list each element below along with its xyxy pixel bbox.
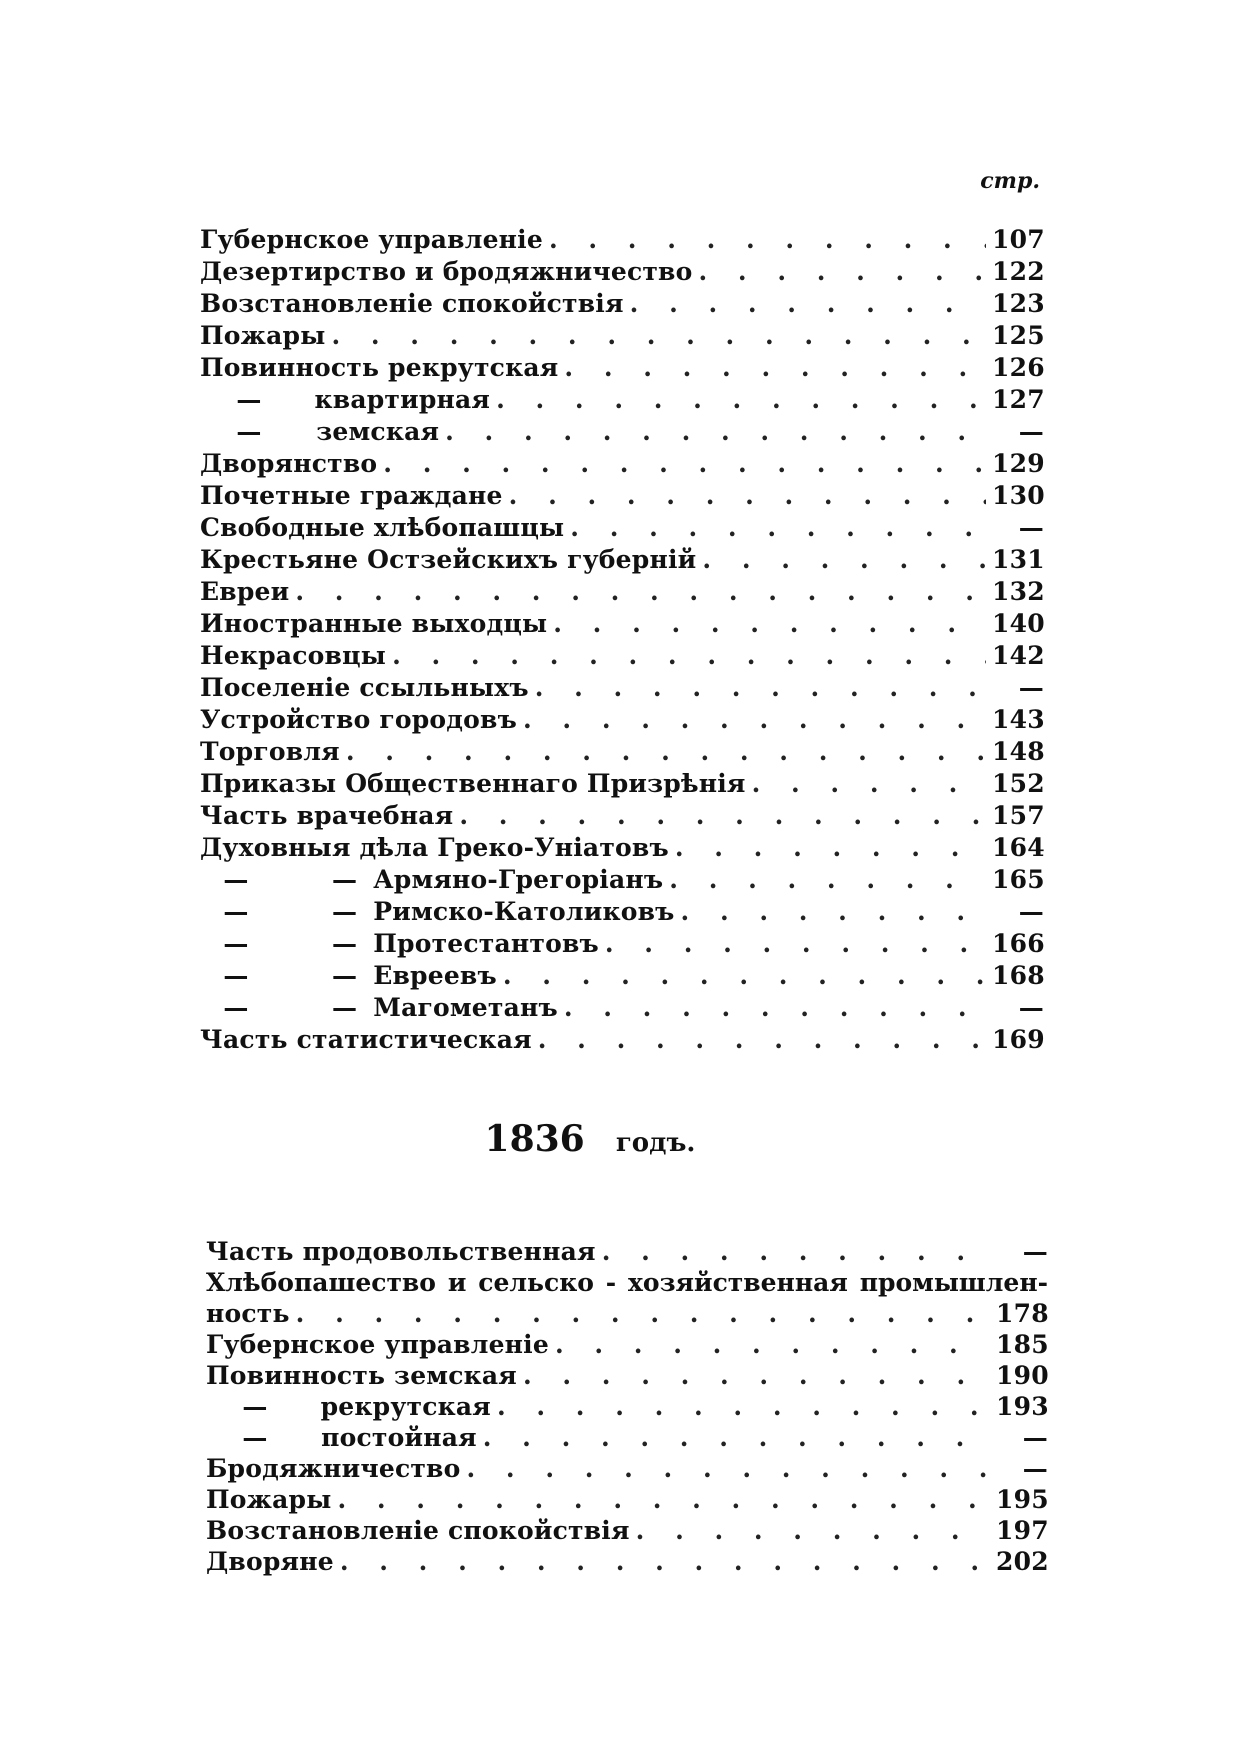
- toc-entry-title: постойная: [321, 1423, 477, 1452]
- toc-entry: [206, 1484, 1048, 1515]
- toc-entry-page: 190: [996, 1361, 1049, 1390]
- table-of-contents-1836: [206, 1236, 1048, 1577]
- dot-leader: [702, 544, 986, 576]
- toc-entry-title: Магометанъ: [373, 993, 558, 1022]
- table-of-contents-1835: [200, 224, 1044, 1056]
- dot-leader: [523, 704, 986, 736]
- toc-entry-title-line1: Хлѣбопашество и сельско - хозяйственная промышлен-: [206, 1268, 1048, 1297]
- toc-entry-title: Губернское управленіе: [206, 1330, 549, 1359]
- toc-entry-page: 157: [992, 801, 1045, 830]
- toc-entry-page: 129: [992, 449, 1045, 478]
- toc-entry: [200, 896, 1044, 928]
- dot-leader: [445, 416, 986, 448]
- toc-entry-title: Возстановленіе спокойствія: [206, 1516, 630, 1545]
- toc-entry-page: 202: [996, 1547, 1049, 1576]
- toc-entry: [206, 1453, 1048, 1484]
- toc-entry-page: 131: [992, 545, 1045, 574]
- dot-leader: [459, 800, 986, 832]
- toc-entry-page: 169: [992, 1025, 1045, 1054]
- toc-entry: [200, 864, 1044, 896]
- toc-entry: [206, 1329, 1048, 1360]
- toc-entry: [200, 416, 1044, 448]
- toc-entry-page: 140: [992, 609, 1045, 638]
- dot-leader: [669, 864, 986, 896]
- toc-entry-title: Губернское управленіе: [200, 225, 543, 254]
- toc-entry-page: 148: [992, 737, 1045, 766]
- toc-entry-wrapped: [206, 1267, 1048, 1329]
- toc-entry: [200, 512, 1044, 544]
- toc-entry-title: Повинность земская: [206, 1361, 517, 1390]
- ditto-dash: —: [236, 417, 262, 446]
- dot-leader: [564, 992, 986, 1024]
- toc-entry: [200, 1024, 1044, 1056]
- toc-entry-page: 152: [992, 769, 1045, 798]
- toc-entry: [206, 1236, 1048, 1267]
- dot-leader: [636, 1515, 990, 1546]
- toc-entry: [206, 1422, 1048, 1453]
- toc-entry-title: Армяно-Грегоріанъ: [373, 865, 664, 894]
- toc-entry-title: Приказы Общественнаго Призрѣнія: [200, 769, 746, 798]
- toc-entry: [200, 544, 1044, 576]
- dot-leader: [699, 256, 986, 288]
- toc-entry: [200, 672, 1044, 704]
- toc-entry-page: 143: [992, 705, 1045, 734]
- toc-entry-page: 165: [992, 865, 1045, 894]
- dot-leader: [346, 736, 986, 768]
- toc-entry-title: Возстановленіе спокойствія: [200, 289, 624, 318]
- dot-leader: [503, 960, 986, 992]
- toc-entry-title: Часть продовольственная: [206, 1237, 596, 1266]
- toc-entry-title: Евреи: [200, 577, 290, 606]
- toc-entry: [200, 576, 1044, 608]
- dot-leader: [497, 1391, 990, 1422]
- toc-entry-title: Евреевъ: [373, 961, 497, 990]
- toc-entry-page: 142: [992, 641, 1045, 670]
- toc-entry-page: 168: [992, 961, 1045, 990]
- toc-entry-title-line2: ность: [206, 1299, 290, 1328]
- toc-entry: [200, 608, 1044, 640]
- toc-entry-page: 127: [992, 385, 1045, 414]
- toc-entry-page: 126: [992, 353, 1045, 382]
- toc-entry-title: Бродяжничество: [206, 1454, 461, 1483]
- dot-leader: [509, 480, 986, 512]
- toc-entry: [200, 320, 1044, 352]
- dot-leader: [523, 1360, 990, 1391]
- dot-leader: [553, 608, 986, 640]
- toc-entry: [200, 832, 1044, 864]
- toc-entry-title: квартирная: [314, 385, 491, 414]
- ditto-dash: —: [223, 993, 249, 1022]
- toc-entry: [206, 1515, 1048, 1546]
- ditto-dash: —: [332, 929, 358, 958]
- toc-entry-page: 123: [992, 289, 1045, 318]
- ditto-dash: —: [223, 897, 249, 926]
- dot-leader: [549, 224, 986, 256]
- dot-leader: [605, 928, 986, 960]
- dot-leader: [340, 1546, 990, 1577]
- section-year-word: годъ.: [615, 1128, 696, 1158]
- toc-entry-title: Иностранные выходцы: [200, 609, 548, 638]
- toc-entry-title: Некрасовцы: [200, 641, 387, 670]
- dot-leader: [295, 576, 986, 608]
- toc-entry: [200, 704, 1044, 736]
- dot-leader: [496, 384, 986, 416]
- dot-leader: [331, 320, 986, 352]
- toc-entry: [206, 1546, 1048, 1577]
- ditto-dash: —: [223, 929, 249, 958]
- toc-entry-page: —: [1018, 513, 1044, 542]
- toc-entry-page: —: [1018, 993, 1044, 1022]
- toc-entry-page: 185: [996, 1330, 1049, 1359]
- toc-entry-title: Духовныя дѣла Греко-Уніатовъ: [200, 833, 669, 862]
- dot-leader: [296, 1298, 990, 1329]
- toc-entry: [200, 800, 1044, 832]
- dot-leader: [675, 832, 986, 864]
- toc-entry-page: 178: [996, 1299, 1049, 1328]
- dot-leader: [392, 640, 986, 672]
- dot-leader: [602, 1236, 990, 1267]
- ditto-dash: —: [242, 1392, 268, 1421]
- toc-entry-page: —: [1022, 1454, 1048, 1483]
- toc-entry: [200, 960, 1044, 992]
- dot-leader: [555, 1329, 990, 1360]
- toc-entry-title: Протестантовъ: [373, 929, 599, 958]
- toc-entry-title: Свободные хлѣбопашцы: [200, 513, 565, 542]
- toc-entry-title: Пожары: [200, 321, 326, 350]
- ditto-dash: —: [242, 1423, 268, 1452]
- toc-entry-page: 107: [992, 225, 1045, 254]
- toc-entry-page: —: [1022, 1237, 1048, 1266]
- toc-entry-title: Часть статистическая: [200, 1025, 532, 1054]
- ditto-dash: —: [236, 385, 262, 414]
- toc-entry: [200, 736, 1044, 768]
- toc-entry-page: 125: [992, 321, 1045, 350]
- toc-entry-title: Повинность рекрутская: [200, 353, 559, 382]
- toc-entry: [200, 448, 1044, 480]
- toc-entry-title: земская: [316, 417, 440, 446]
- toc-entry-title: Римско-Католиковъ: [373, 897, 675, 926]
- toc-entry-page: 195: [996, 1485, 1049, 1514]
- toc-entry: [200, 480, 1044, 512]
- toc-entry: [200, 352, 1044, 384]
- section-heading-1836: [0, 1118, 1180, 1160]
- toc-entry: [200, 384, 1044, 416]
- dot-leader: [483, 1422, 990, 1453]
- ditto-dash: —: [223, 961, 249, 990]
- section-year: 1836: [484, 1118, 585, 1160]
- toc-entry-page: 193: [996, 1392, 1049, 1421]
- toc-entry-title: Дезертирство и бродяжничество: [200, 257, 693, 286]
- toc-entry: [206, 1360, 1048, 1391]
- dot-leader: [337, 1484, 990, 1515]
- toc-entry-page: —: [1018, 897, 1044, 926]
- toc-entry: [200, 928, 1044, 960]
- toc-entry-page: 132: [992, 577, 1045, 606]
- toc-entry-title: Дворянство: [200, 449, 378, 478]
- toc-entry-title: Устройство городовъ: [200, 705, 517, 734]
- ditto-dash: —: [332, 993, 358, 1022]
- dot-leader: [681, 896, 986, 928]
- toc-entry-page: 197: [996, 1516, 1049, 1545]
- ditto-dash: —: [332, 961, 358, 990]
- ditto-dash: —: [332, 865, 358, 894]
- toc-entry-page: 130: [992, 481, 1045, 510]
- toc-entry-page: 164: [992, 833, 1045, 862]
- toc-entry: [200, 288, 1044, 320]
- toc-entry-title: рекрутская: [320, 1392, 491, 1421]
- ditto-dash: —: [223, 865, 249, 894]
- toc-entry-title: Часть врачебная: [200, 801, 454, 830]
- toc-entry-title: Торговля: [200, 737, 340, 766]
- dot-leader: [630, 288, 986, 320]
- toc-entry: [206, 1391, 1048, 1422]
- toc-entry-title: Крестьяне Остзейскихъ губерній: [200, 545, 697, 574]
- toc-entry-page: —: [1022, 1423, 1048, 1452]
- toc-entry: [200, 224, 1044, 256]
- page-column-header: стр.: [980, 168, 1040, 194]
- toc-entry: [200, 768, 1044, 800]
- dot-leader: [752, 768, 986, 800]
- toc-entry-page: —: [1018, 673, 1044, 702]
- dot-leader: [538, 1024, 986, 1056]
- toc-entry: [200, 992, 1044, 1024]
- dot-leader: [564, 352, 986, 384]
- dot-leader: [467, 1453, 991, 1484]
- toc-entry-page: —: [1018, 417, 1044, 446]
- toc-entry-page: 122: [992, 257, 1045, 286]
- ditto-dash: —: [332, 897, 358, 926]
- dot-leader: [570, 512, 986, 544]
- toc-entry: [200, 256, 1044, 288]
- toc-entry-title: Дворяне: [206, 1547, 334, 1576]
- toc-entry: [200, 640, 1044, 672]
- toc-entry-title: Пожары: [206, 1485, 332, 1514]
- dot-leader: [383, 448, 986, 480]
- toc-entry-title: Поселеніе ссыльныхъ: [200, 673, 529, 702]
- toc-entry-title: Почетные граждане: [200, 481, 503, 510]
- toc-entry-page: 166: [992, 929, 1045, 958]
- dot-leader: [535, 672, 986, 704]
